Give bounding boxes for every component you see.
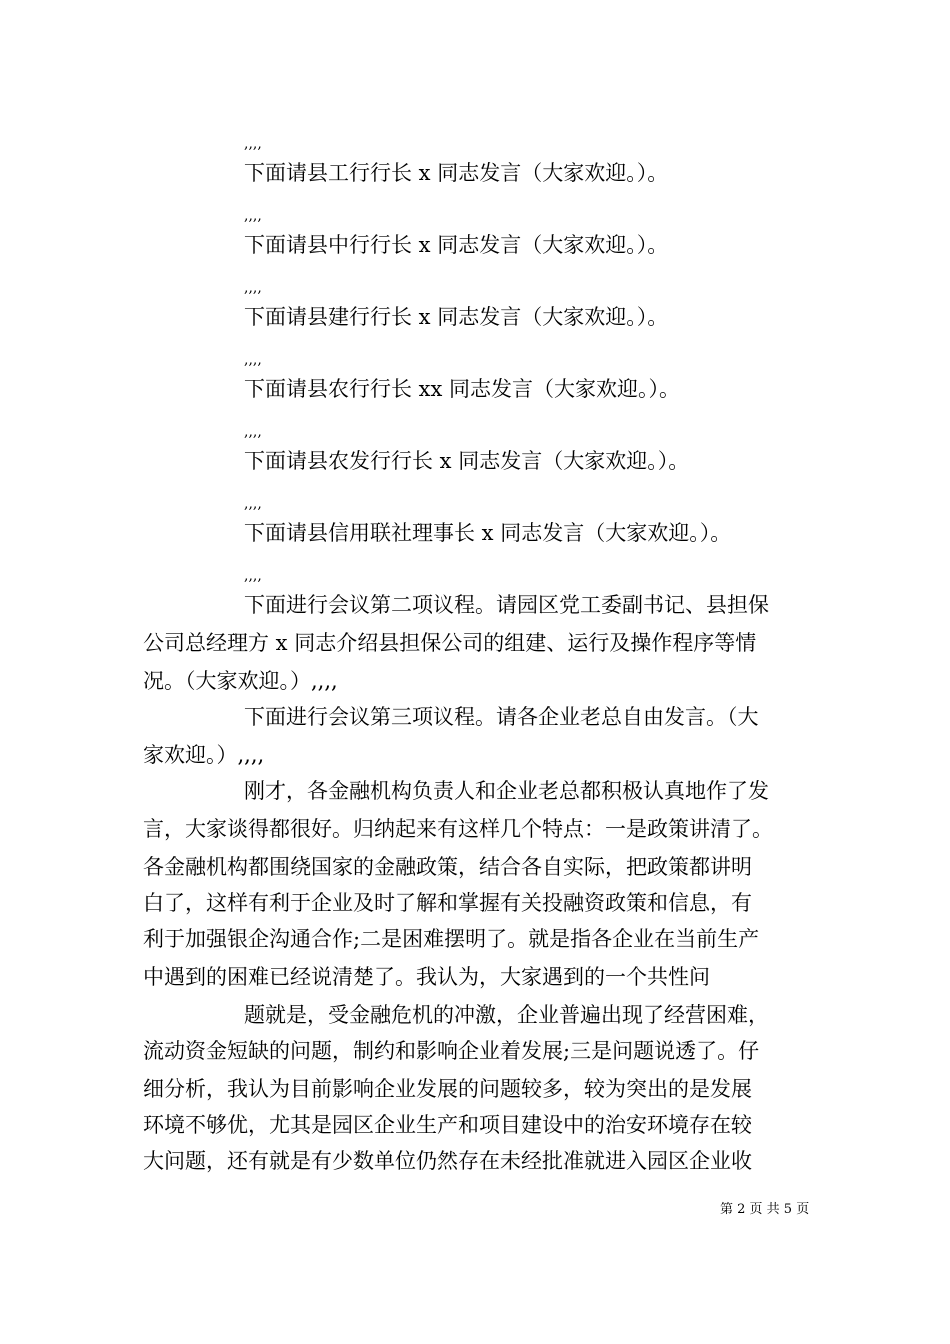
paragraph-line: 流动资金短缺的问题，制约和影响企业着发展;三是问题说透了。仔 (143, 1039, 760, 1063)
paragraph-line: 况。（大家欢迎。）,,,, (143, 669, 338, 693)
ellipsis-mark: ,,,, (244, 136, 262, 152)
paragraph-line: 题就是，受金融危机的冲激，企业普遍出现了经营困难， (244, 1003, 769, 1027)
speaker-line: 下面请县工行行长 x 同志发言（大家欢迎。）。 (244, 161, 669, 185)
ellipsis-mark: ,,,, (244, 568, 262, 584)
ellipsis-mark: ,,,, (244, 208, 262, 224)
paragraph-line: 下面进行会议第三项议程。请各企业老总自由发言。（大 (244, 705, 759, 729)
speaker-line: 下面请县农行行长 xx 同志发言（大家欢迎。）。 (244, 377, 681, 401)
ellipsis-mark: ,,,, (244, 352, 262, 368)
paragraph-line: 白了，这样有利于企业及时了解和掌握有关投融资政策和信息，有 (143, 891, 752, 915)
paragraph-line: 利于加强银企沟通合作;二是困难摆明了。就是指各企业在当前生产 (143, 927, 760, 951)
speaker-line: 下面请县农发行行长 x 同志发言（大家欢迎。）。 (244, 449, 690, 473)
paragraph-line: 中遇到的困难已经说清楚了。我认为，大家遇到的一个共性问 (143, 965, 710, 989)
paragraph-line: 下面进行会议第二项议程。请园区党工委副书记、县担保 (244, 593, 769, 617)
page-number-footer: 第 2 页 共 5 页 (720, 1202, 810, 1217)
ellipsis-mark: ,,,, (244, 280, 262, 296)
paragraph-line: 大问题，还有就是有少数单位仍然存在未经批准就进入园区企业收 (143, 1149, 752, 1173)
paragraph-line: 言，大家谈得都很好。归纳起来有这样几个特点：一是政策讲清了。 (143, 817, 773, 841)
ellipsis-mark: ,,,, (244, 424, 262, 440)
paragraph-line: 细分析，我认为目前影响企业发展的问题较多，较为突出的是发展 (143, 1077, 752, 1101)
speaker-line: 下面请县中行行长 x 同志发言（大家欢迎。）。 (244, 233, 669, 257)
paragraph-line: 刚才，各金融机构负责人和企业老总都积极认真地作了发 (244, 779, 769, 803)
paragraph-line: 环境不够优，尤其是园区企业生产和项目建设中的治安环境存在较 (143, 1113, 752, 1137)
speaker-line: 下面请县建行行长 x 同志发言（大家欢迎。）。 (244, 305, 669, 329)
paragraph-line: 家欢迎。）,,,, (143, 743, 265, 767)
paragraph-line: 各金融机构都围绕国家的金融政策，结合各自实际，把政策都讲明 (143, 855, 752, 879)
speaker-line: 下面请县信用联社理事长 x 同志发言（大家欢迎。）。 (244, 521, 732, 545)
ellipsis-mark: ,,,, (244, 496, 262, 512)
paragraph-line: 公司总经理方 x 同志介绍县担保公司的组建、运行及操作程序等情 (143, 631, 757, 655)
